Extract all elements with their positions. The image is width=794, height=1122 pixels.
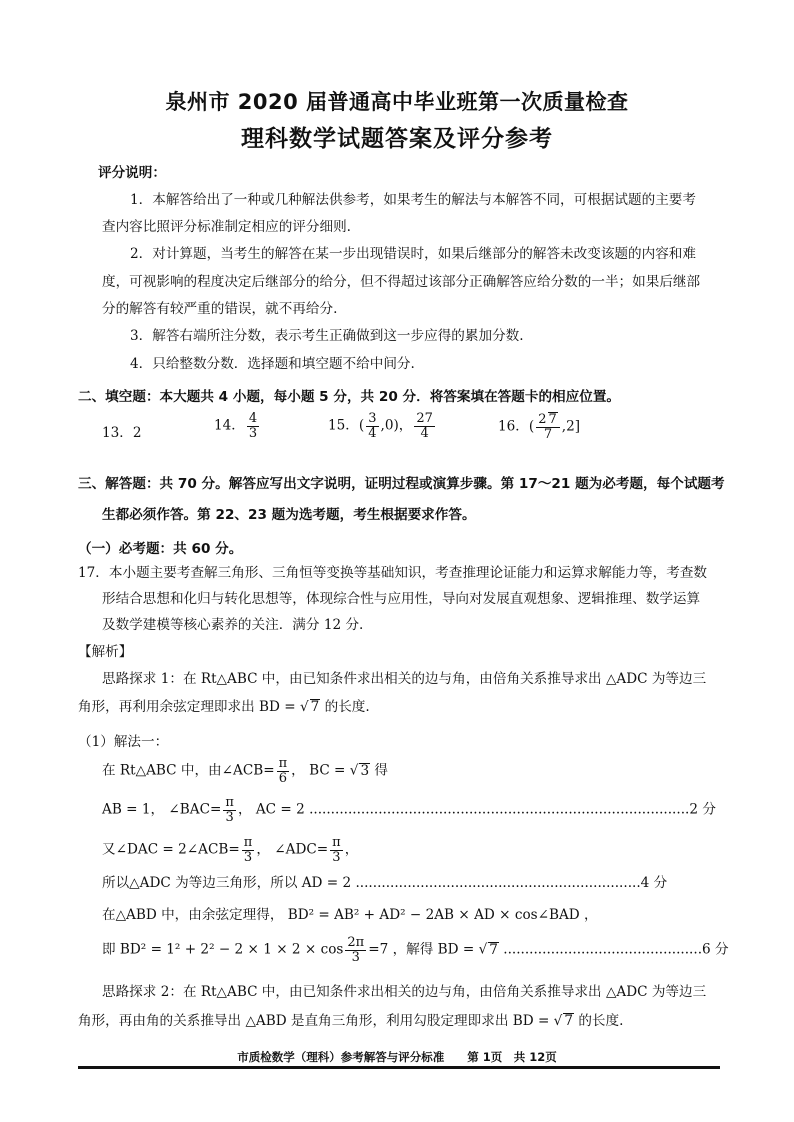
note-1b: 查内容比照评分标准制定相应的评分细则.	[102, 219, 352, 235]
note-3: 3．解答右端所注分数，表示考生正确做到这一步应得的累加分数.	[130, 328, 524, 344]
step-3: 又∠DAC = 2∠ACB= $\frac{\pi}{3}$ ， ∠ADC= $\frac{\pi}{3}$ ，	[102, 835, 359, 865]
note-2c: 分的解答有较严重的错误，就不再给分.	[102, 301, 338, 317]
note-1a: 1．本解答给出了一种或几种解法供参考，如果考生的解法与本解答不同，可根据试题的主要考	[130, 192, 696, 208]
required-heading: （一）必考题：共 60 分。	[78, 541, 243, 557]
step-4: 所以△ADC 为等边三角形，所以 AD = 2 ..................................................................4 分	[102, 875, 668, 891]
step-6: 即 BD² = 1² + 2² − 2 × 1 × 2 × cos $\frac{2\pi}{3}$ =7 ，解得 BD = √ 7 ..............................................6 分	[102, 935, 729, 965]
q17-intro-3: 及数学建模等核心素养的关注．满分 12 分.	[102, 617, 364, 633]
q17-intro-1: 17．本小题主要考查解三角形、三角恒等变换等基础知识，考查推理论证能力和运算求解能力等，考查数	[78, 565, 708, 581]
step-1: 在 Rt△ABC 中，由∠ACB= $\frac{\pi}{6}$ ， BC = √ 3 得	[102, 756, 389, 786]
answer-16: 16．( $\frac{2 7}{7}$ ,2]	[498, 412, 581, 443]
answer-14: 14． $\frac{4}{3}$	[214, 411, 258, 441]
note-2b: 度，可视影响的程度决定后继部分的给分，但不得超过该部分正确解答应给分数的一半；如果后继部	[102, 274, 701, 290]
idea2-line2: 角形，再由角的关系推导出 △ABD 是直角三角形，利用勾股定理即求出 BD = √ 7 的长度.	[78, 1013, 624, 1029]
idea1-line2: 角形，再利用余弦定理即求出 BD = √ 7 的长度.	[78, 699, 370, 715]
section3-heading-1: 三、解答题：共 70 分。解答应写出文字说明，证明过程或演算步骤。第 17～21 题为必考题，每个试题考	[78, 476, 725, 492]
analysis-label: 【解析】	[78, 644, 133, 660]
answer-15: 15．( $\frac{3}{4}$ ,0)， $\frac{27}{4}$	[328, 411, 433, 441]
doc-title-line1: 泉州市 2020 届普通高中毕业班第一次质量检查	[165, 90, 629, 114]
idea2-line1: 思路探求 2：在 Rt△ABC 中，由已知条件求出相关的边与角，由倍角关系推导求出 △ADC 为等边三	[102, 984, 707, 1000]
footer-rule	[78, 1066, 720, 1069]
q17-intro-2: 形结合思想和化归与转化思想等，体现综合性与应用性，导向对发展直观想象、逻辑推理、数学运算	[102, 591, 701, 607]
scoring-notes-heading: 评分说明：	[98, 165, 166, 181]
score-2: 2 分	[689, 801, 716, 818]
page-footer: 市质检数学（理科）参考解答与评分标准 第 1页 共 12页	[237, 1050, 557, 1064]
score-6: 6 分	[702, 941, 729, 958]
score-4: 4 分	[640, 875, 668, 891]
part1-label: （1）解法一：	[78, 734, 169, 750]
section3-heading-2: 生都必须作答。第 22、23 题为选考题，考生根据要求作答。	[102, 507, 476, 523]
step-2: AB = 1， ∠BAC= $\frac{\pi}{3}$ ， AC = 2 ........................................................................................2 分	[102, 795, 716, 825]
section2-heading: 二、填空题：本大题共 4 小题，每小题 5 分，共 20 分．将答案填在答题卡的相应位置。	[78, 389, 621, 405]
answer-13: 13．2	[102, 425, 142, 441]
note-2a: 2．对计算题，当考生的解答在某一步出现错误时，如果后继部分的解答未改变该题的内容和难	[130, 246, 696, 262]
idea1-line1: 思路探求 1：在 Rt△ABC 中，由已知条件求出相关的边与角，由倍角关系推导求出 △ADC 为等边三	[102, 671, 707, 687]
step-5: 在△ABD 中，由余弦定理得， BD² = AB² + AD² − 2AB × AD × cos∠BAD ，	[102, 907, 598, 923]
doc-title-line2: 理科数学试题答案及评分参考	[241, 126, 553, 152]
note-4: 4．只给整数分数．选择题和填空题不给中间分.	[130, 356, 415, 372]
